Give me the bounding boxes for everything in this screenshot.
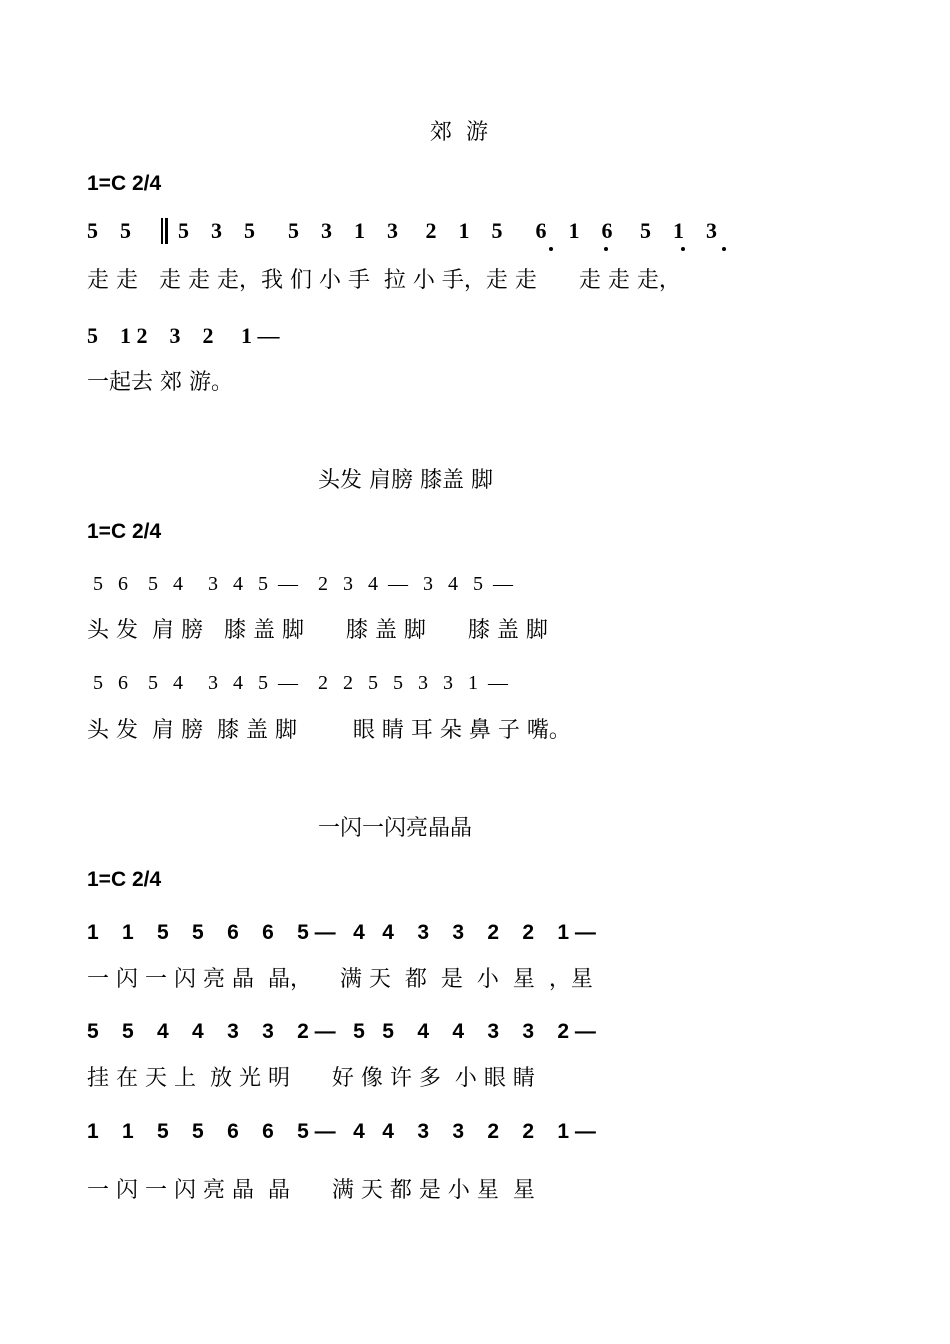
low-octave-dot [722,247,726,251]
song2-lyrics-line1: 头 发 肩 膀 膝 盖 脚 膝 盖 脚 膝 盖 脚 [87,618,548,643]
song1-key-signature: 1=C 2/4 [87,172,162,195]
song2-lyrics-line2: 头 发 肩 膀 膝 盖 脚 眼 睛 耳 朵 鼻 子 嘴。 [87,718,571,743]
song2-notes-line2: 5 6 5 4 3 4 5 — 2 2 5 5 3 3 1 — [93,672,508,694]
song2-title: 头发 肩膀 膝盖 脚 [318,468,493,493]
song1-repeat-bar-thin [161,218,163,244]
low-octave-dot [549,247,553,251]
song3-lyrics-line3: 一 闪 一 闪 亮 晶 晶 满 天 都 是 小 星 星 [87,1178,535,1203]
song1-notes-line1-start: 5 5 [87,218,131,243]
song1-title: 郊 游 [430,120,488,145]
song3-notes-line3: 1 1 5 5 6 6 5 — 4 4 3 3 2 2 1 — [87,1120,596,1143]
song2-notes-line1: 5 6 5 4 3 4 5 — 2 3 4 — 3 4 5 — [93,573,513,595]
song2-key-signature: 1=C 2/4 [87,520,162,543]
song1-lyrics-line1: 走 走 走 走 走，我 们 小 手 拉 小 手，走 走 走 走 走， [87,268,681,293]
low-octave-dot [681,247,685,251]
song1-notes-line1: 5 3 5 5 3 1 3 2 1 5 6 1 6 5 1 3 [178,218,717,243]
song1-lyrics-line2: 一起去 郊 游。 [87,370,233,395]
song3-notes-line1: 1 1 5 5 6 6 5 — 4 4 3 3 2 2 1 — [87,921,596,944]
song3-lyrics-line2: 挂 在 天 上 放 光 明 好 像 许 多 小 眼 睛 [87,1066,535,1091]
song1-notes-line2: 5 1 2 3 2 1 — [87,323,280,348]
low-octave-dot [604,247,608,251]
song3-title: 一闪一闪亮晶晶 [318,816,473,841]
song3-notes-line2: 5 5 4 4 3 3 2 — 5 5 4 4 3 3 2 — [87,1020,596,1043]
song3-key-signature: 1=C 2/4 [87,868,162,891]
song1-repeat-bar-thick [165,218,168,244]
song3-lyrics-line1: 一 闪 一 闪 亮 晶 晶， 满 天 都 是 小 星 ，星 [87,967,593,992]
